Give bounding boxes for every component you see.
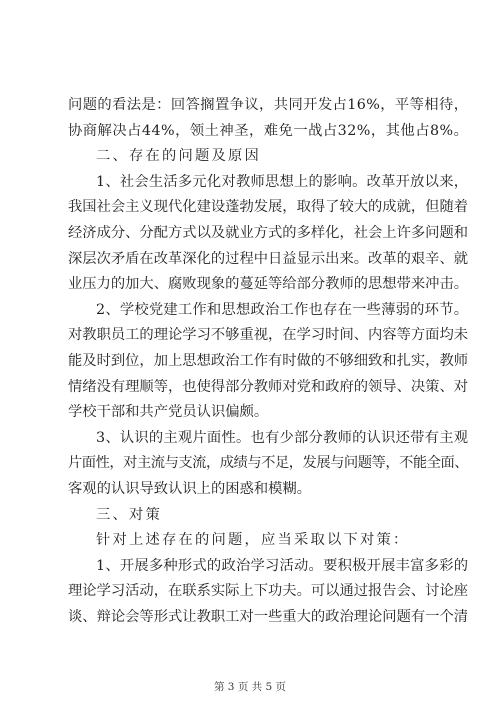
text-line: 2、学校党建工作和思想政治工作也存在一些薄弱的环节。 <box>96 301 468 318</box>
text-line: 情绪没有理顺等，也使得部分教师对党和政府的领导、决策、对 <box>68 378 468 395</box>
text-line: 理论学习活动，在联系实际上下功夫。可以通过报告会、讨论座 <box>68 583 468 600</box>
text-line: 片面性，对主流与支流，成绩与不足，发展与问题等，不能全面、 <box>68 455 468 472</box>
text-line: 深层次矛盾在改革深化的过程中日益显示出来。改革的艰辛、就 <box>68 250 468 267</box>
text-line: 问题的看法是：回答搁置争议，共同开发占16%，平等相待， <box>68 97 468 113</box>
text-line: 二、存在的问题及原因 <box>96 148 261 165</box>
text-line: 我国社会主义现代化建设蓬勃发展，取得了较大的成就，但随着 <box>68 199 468 216</box>
text-line: 学校干部和共产党员认识偏颇。 <box>68 404 269 421</box>
text-line: 三、对策 <box>96 506 162 523</box>
text-line: 1、社会生活多元化对教师思想上的影响。改革开放以来， <box>96 173 468 190</box>
document-body <box>68 93 468 630</box>
text-line: 能及时到位，加上思想政治工作有时做的不够细致和扎实，教师 <box>68 352 468 369</box>
text-line: 经济成分、分配方式以及就业方式的多样化，社会上许多问题和 <box>68 224 468 241</box>
text-line: 针对上述存在的问题，应当采取以下对策： <box>96 532 410 549</box>
text-line: 协商解决占44%，领土神圣，难免一战占32%，其他占8%。 <box>68 122 468 139</box>
page-footer: 第 3 页 共 5 页 <box>213 681 287 693</box>
text-line: 业压力的加大、腐败现象的蔓延等给部分教师的思想带来冲击。 <box>68 276 468 293</box>
text-line: 客观的认识导致认识上的困惑和模糊。 <box>68 480 312 497</box>
text-line: 3、认识的主观片面性。也有少部分教师的认识还带有主观 <box>96 429 468 446</box>
text-line: 1、开展多种形式的政治学习活动。要积极开展丰富多彩的 <box>96 557 468 574</box>
text-line: 对教职员工的理论学习不够重视，在学习时间、内容等方面均未 <box>68 327 468 344</box>
text-line: 谈、辩论会等形式让教职工对一些重大的政治理论问题有一个清 <box>68 608 468 625</box>
